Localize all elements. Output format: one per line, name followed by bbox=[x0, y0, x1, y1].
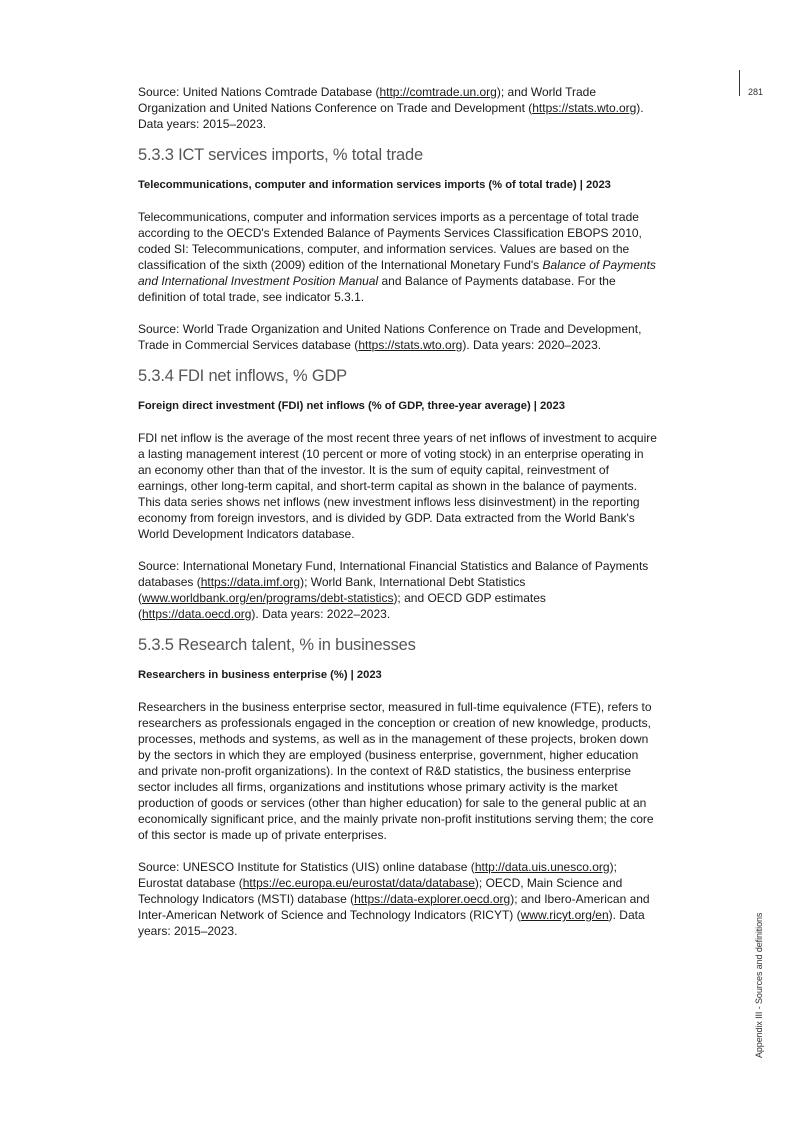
source-text: Source: World Trade Organization and United Nations Conference on Trade and Development, Trade in Commercial Services database ( bbox=[138, 322, 642, 352]
definition-paragraph-5-3-3 bbox=[138, 209, 658, 305]
source-text: ); World Bank, International Debt Statistics ( bbox=[138, 575, 526, 605]
link-wto-stats[interactable]: https://stats.wto.org bbox=[358, 338, 463, 352]
source-text: ). Data years: 2020–2023. bbox=[462, 338, 602, 352]
link-uis-unesco[interactable]: http://data.uis.unesco.org bbox=[474, 860, 610, 874]
link-oecd-data[interactable]: https://data.oecd.org bbox=[142, 607, 252, 621]
source-text: ); and Ibero-American and Inter-American Network of Science and Technology Indicators (RICYT) ( bbox=[138, 892, 650, 922]
link-eurostat[interactable]: https://ec.europa.eu/eurostat/data/database bbox=[242, 876, 475, 890]
definition-text: and Balance of Payments database. For the definition of total trade, see indicator 5.3.1. bbox=[138, 274, 616, 304]
link-oecd-explorer[interactable]: https://data-explorer.oecd.org bbox=[354, 892, 511, 906]
source-text: Source: UNESCO Institute for Statistics (UIS) online database ( bbox=[138, 860, 475, 874]
source-text: ); Eurostat database ( bbox=[138, 860, 617, 890]
link-worldbank-debt[interactable]: www.worldbank.org/en/programs/debt-statistics bbox=[142, 591, 394, 605]
source-text: ). Data years: 2022–2023. bbox=[251, 607, 391, 621]
indicator-title-5-3-5: Researchers in business enterprise (%) | 2023 bbox=[138, 669, 382, 681]
definition-paragraph-5-3-5: Researchers in the business enterprise sector, measured in full-time equivalence (FTE), refers to researchers as professionals engaged in the conception or creation of new knowledge, products, processes, methods and systems, as well as in the management of these projects, broken down by the sectors in which they are employed (business enterprise, government, higher education and private non-profit organizations). In the context of R&D statistics, the business enterprise sector includes all firms, organizations and institutions whose primary activity is the market production of goods or services (other than higher education) for sale to the general public at an economically significant price, and the mainly private non-profit institutions serving them; the core of this sector is made up of private enterprises. bbox=[138, 700, 654, 842]
indicator-title-5-3-3: Telecommunications, computer and information services imports (% of total trade) | 2023 bbox=[138, 179, 611, 191]
source-paragraph-5-3-4 bbox=[138, 558, 658, 622]
source-paragraph-5-3-3 bbox=[138, 321, 658, 353]
definition-paragraph-5-3-4: FDI net inflow is the average of the most recent three years of net inflows of investment to acquire a lasting management interest (10 percent or more of voting stock) in an enterprise operating in an economy other than that of the investor. It is the sum of equity capital, reinvestment of earnings, other long-term capital, and short-term capital as shown in the balance of payments. This data series shows net inflows (new investment inflows less disinvestment) in the reporting economy from foreign investors, and is divided by GDP. Data extracted from the World Bank's World Development Indicators database. bbox=[138, 431, 657, 541]
source-text: ); and World Trade Organization and United Nations Conference on Trade and Development ( bbox=[138, 85, 597, 115]
source-text: ). Data years: 2015–2023. bbox=[138, 101, 644, 131]
source-paragraph-5-3-5 bbox=[138, 859, 658, 939]
page-number-rule bbox=[739, 70, 740, 96]
running-footer-label: Appendix III - Sources and definitions bbox=[754, 912, 764, 1058]
indicator-title-5-3-4: Foreign direct investment (FDI) net inflows (% of GDP, three-year average) | 2023 bbox=[138, 400, 565, 412]
source-text: ); OECD, Main Science and Technology Indicators (MSTI) database ( bbox=[138, 876, 623, 906]
link-ricyt[interactable]: www.ricyt.org/en bbox=[520, 908, 609, 922]
page-body bbox=[138, 84, 658, 939]
link-imf-data[interactable]: https://data.imf.org bbox=[200, 575, 301, 589]
source-text: Source: United Nations Comtrade Database ( bbox=[138, 85, 380, 99]
definition-text: Telecommunications, computer and information services imports as a percentage of total trade according to the OECD's Extended Balance of Payments Services Classification EBOPS 2010, coded SI: Telecommunications, computer, and information services. Values are based on the classification of the sixth (2009) edition of the International Monetary Fund's bbox=[138, 210, 642, 272]
link-comtrade[interactable]: http://comtrade.un.org bbox=[379, 85, 497, 99]
manual-title: Balance of Payments and International Investment Position Manual bbox=[138, 258, 656, 288]
section-heading-5-3-3: 5.3.3 ICT services imports, % total trade bbox=[138, 146, 423, 164]
section-heading-5-3-4: 5.3.4 FDI net inflows, % GDP bbox=[138, 367, 347, 385]
page-number: 281 bbox=[748, 87, 764, 97]
source-text: Source: International Monetary Fund, International Financial Statistics and Balance of Payments databases ( bbox=[138, 559, 649, 589]
section-heading-5-3-5: 5.3.5 Research talent, % in businesses bbox=[138, 636, 416, 654]
source-text: ). Data years: 2015–2023. bbox=[138, 908, 645, 938]
source-text: ); and OECD GDP estimates ( bbox=[138, 591, 546, 621]
intro-source-paragraph bbox=[138, 84, 658, 132]
link-wto-stats[interactable]: https://stats.wto.org bbox=[532, 101, 637, 115]
